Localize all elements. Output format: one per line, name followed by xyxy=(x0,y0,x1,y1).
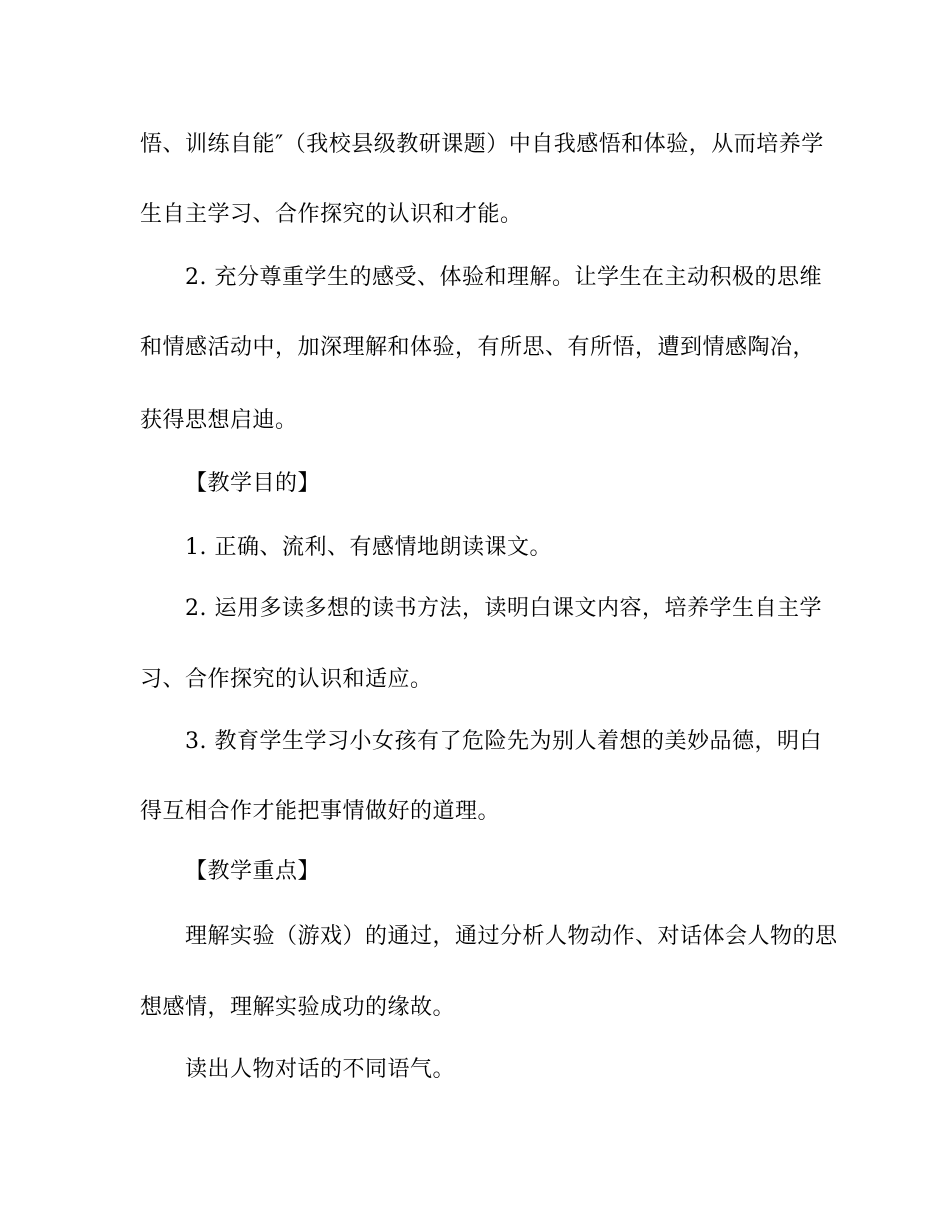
paragraph-line: 2. 充分尊重学生的感受、体验和理解。让学生在主动积极的思维 xyxy=(185,265,822,290)
paragraph-line: 3. 教育学生学习小女孩有了危险先为别人着想的美妙品德，明白 xyxy=(185,729,822,754)
paragraph-line: 想感情，理解实验成功的缘故。 xyxy=(140,995,456,1020)
paragraph-line: 理解实验（游戏）的通过，通过分析人物动作、对话体会人物的思 xyxy=(185,924,838,949)
section-heading-key-points: 【教学重点】 xyxy=(185,859,321,884)
paragraph-line: 获得思想启迪。 xyxy=(140,408,298,433)
paragraph-line: 读出人物对话的不同语气。 xyxy=(185,1057,456,1082)
paragraph-line: 和情感活动中，加深理解和体验，有所思、有所悟，遭到情感陶冶， xyxy=(140,335,816,360)
section-heading-objectives: 【教学目的】 xyxy=(185,471,321,496)
paragraph-line: 生自主学习、合作探究的认识和才能。 xyxy=(140,202,523,227)
paragraph-line: 1. 正确、流利、有感情地朗读课文。 xyxy=(185,535,552,560)
paragraph-line: 习、合作探究的认识和适应。 xyxy=(140,667,433,692)
paragraph-line: 得互相合作才能把事情做好的道理。 xyxy=(140,799,501,824)
paragraph-line: 2. 运用多读多想的读书方法，读明白课文内容，培养学生自主学 xyxy=(185,596,822,621)
paragraph-line: 悟、训练自能″（我校县级教研课题）中自我感悟和体验，从而培养学 xyxy=(140,132,824,157)
